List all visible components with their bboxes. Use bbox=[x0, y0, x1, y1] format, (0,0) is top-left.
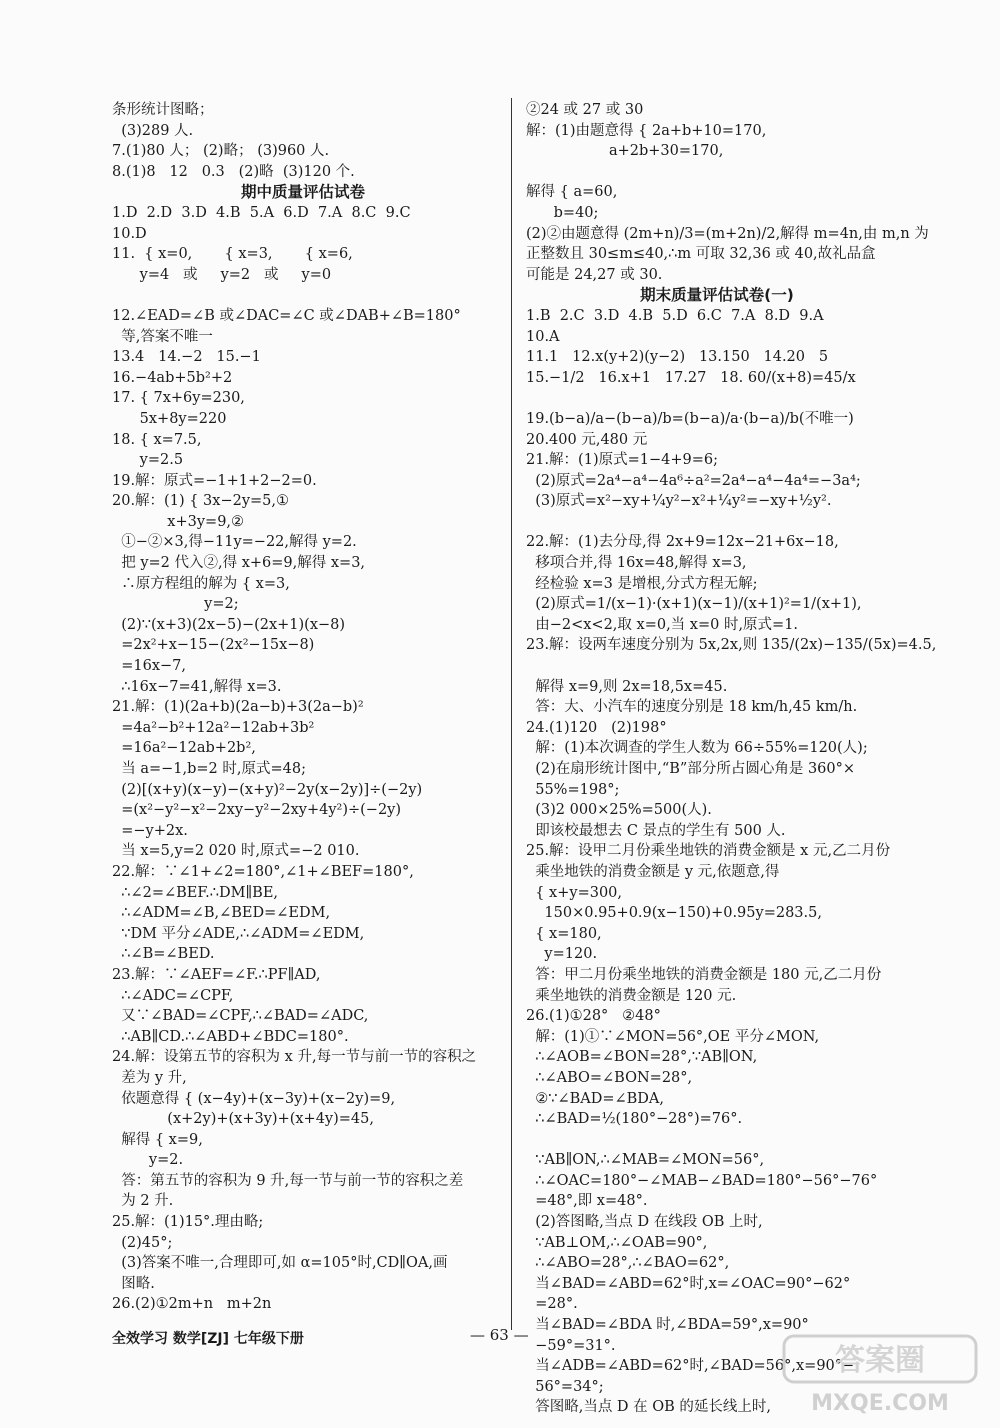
answer-line: (2)②由题意得 (2m+n)/3=(m+2n)/2,解得 m=4n,由 m,n 为 bbox=[526, 225, 929, 242]
answer-line: 解得 x=9,则 2x=18,5x=45. bbox=[526, 678, 728, 695]
answer-line: (3)2 000×25%=500(人). bbox=[526, 802, 712, 819]
answer-line: ②∵∠BAD=∠BDA, bbox=[526, 1090, 665, 1107]
answer-line bbox=[526, 388, 908, 409]
answer-line: 22.解：(1)去分母,得 2x+9=12x−21+6x−18, bbox=[526, 534, 839, 551]
answer-line: ∴∠AOB=∠BON=28°,∵AB∥ON, bbox=[526, 1049, 758, 1066]
answer-line: 21.解：(1)原式=1−4+9=6; bbox=[526, 452, 718, 469]
answer-line: ∴原方程组的解为 { x=3, bbox=[112, 575, 290, 592]
answer-line: ∵AB∥ON,∴∠MAB=∠MON=56°, bbox=[526, 1152, 765, 1169]
answer-line: (2)原式=2a⁴−a⁴−4a⁶÷a²=2a⁴−a⁴−4a⁴=−3a⁴; bbox=[526, 472, 861, 489]
answer-line: ∵AB⊥OM,∴∠OAB=90°, bbox=[526, 1234, 708, 1251]
answer-line: 乘坐地铁的消费金额是 y 元,依题意,得 bbox=[526, 863, 780, 880]
answer-line: 10.A bbox=[526, 328, 560, 345]
answer-line: ∴∠ADC=∠CPF, bbox=[112, 987, 234, 1004]
answer-line: 16.−4ab+5b²+2 bbox=[112, 369, 233, 386]
answer-line: −59°=31°. bbox=[526, 1337, 616, 1354]
answer-line: 21.解：(1)(2a+b)(2a−b)+3(2a−b)² bbox=[112, 699, 364, 716]
answer-line: 23.解：设两车速度分别为 5x,2x,则 135/(2x)−135/(5x)=4.5, bbox=[526, 637, 937, 654]
answer-line: { x+y=300, bbox=[526, 884, 623, 901]
answer-line: 解得 { a=60, bbox=[526, 184, 618, 201]
answer-line: 经检验 x=3 是增根,分式方程无解; bbox=[526, 575, 758, 592]
answer-line: 11.1 12.x(y+2)(y−2) 13.150 14.20 5 bbox=[526, 349, 829, 366]
watermark-bottom: MXQE.COM bbox=[811, 1391, 949, 1416]
answer-line: 答：甲二月份乘坐地铁的消费金额是 180 元,乙二月份 bbox=[526, 966, 882, 983]
answer-line: { x=180, bbox=[526, 925, 602, 942]
answer-line: 依题意得 { (x−4y)+(x−3y)+(x−2y)=9, bbox=[112, 1090, 396, 1107]
answer-line: 24.(1)120 (2)198° bbox=[526, 719, 667, 736]
answer-line: 解：(1)由题意得 { 2a+b+10=170, bbox=[526, 122, 767, 139]
answer-line: 解得 { x=9, bbox=[112, 1131, 203, 1148]
answer-line: 1.D 2.D 3.D 4.B 5.A 6.D 7.A 8.C 9.C bbox=[112, 204, 411, 221]
answer-line: 10.D bbox=[112, 225, 147, 242]
answer-line: ∴∠2=∠BEF.∴DM∥BE, bbox=[112, 884, 279, 901]
answer-line: 答：大、小汽车的速度分别是 18 km/h,45 km/h. bbox=[526, 699, 858, 716]
right-column bbox=[526, 100, 937, 1418]
answer-line: 56°=34°; bbox=[526, 1378, 604, 1395]
answer-line: =48°,即 x=48°. bbox=[526, 1193, 648, 1210]
answer-line: ②24 或 27 或 30 bbox=[526, 102, 644, 118]
answer-line: 当∠BAD=∠BDA 时,∠BDA=59°,x=90° bbox=[526, 1317, 809, 1334]
answer-line: (2)∵(x+3)(2x−5)−(2x+1)(x−8) bbox=[112, 616, 346, 633]
answer-line: 5x+8y=220 bbox=[112, 410, 227, 427]
answer-line: (2)答图略,当点 D 在线段 OB 上时, bbox=[526, 1214, 763, 1231]
answer-line: (3)答案不唯一,合理即可,如 α=105°时,CD∥OA,画 bbox=[112, 1255, 448, 1272]
section-heading: 期末质量评估试卷(一) bbox=[640, 286, 794, 305]
answer-line: y=4 或 y=2 或 y=0 bbox=[112, 266, 332, 283]
answer-line: (2)在扇形统计图中,“B”部分所占圆心角是 360°× bbox=[526, 761, 856, 777]
answer-line: (x+2y)+(x+3y)+(x+4y)=45, bbox=[112, 1111, 374, 1128]
answer-line: 移项合并,得 16x=48,解得 x=3, bbox=[526, 555, 747, 572]
answer-line: 条形统计图略； bbox=[112, 102, 214, 118]
section-heading: 期中质量评估试卷 bbox=[240, 183, 365, 202]
answer-line: 19.解：原式=−1+1+2−2=0. bbox=[112, 472, 317, 489]
answer-line: 由−2<x<2,取 x=0,当 x=0 时,原式=1. bbox=[526, 616, 799, 633]
answer-line: 19.(b−a)/a−(b−a)/b=(b−a)/a·(b−a)/b(不唯一) bbox=[526, 410, 854, 427]
answer-line: b=40; bbox=[526, 204, 599, 221]
answer-line bbox=[526, 512, 908, 533]
watermark-top: 答案圈 bbox=[835, 1343, 925, 1378]
answer-line: y=2.5 bbox=[112, 452, 184, 469]
answer-line: 18. { x=7.5, bbox=[112, 431, 202, 448]
answer-line: 差为 y 升, bbox=[112, 1069, 187, 1086]
answer-line: 1.B 2.C 3.D 4.B 5.D 6.C 7.A 8.D 9.A bbox=[526, 307, 824, 324]
answer-line: 22.解：∵∠1+∠2=180°,∠1+∠BEF=180°, bbox=[112, 863, 414, 880]
answer-line: 图略. bbox=[112, 1275, 155, 1292]
answer-line: 26.(2)①2m+n m+2n bbox=[112, 1296, 272, 1313]
answer-line: 解：(1)①∵∠MON=56°,OE 平分∠MON, bbox=[526, 1028, 820, 1045]
answer-line: =16x−7, bbox=[112, 658, 186, 675]
answer-line: 15.−1/2 16.x+1 17.27 18. 60/(x+8)=45/x bbox=[526, 369, 856, 386]
answer-line: ①−②×3,得−11y=−22,解得 y=2. bbox=[112, 534, 357, 551]
answer-line: 13.4 14.−2 15.−1 bbox=[112, 349, 261, 366]
answer-line: (2)45°; bbox=[112, 1234, 173, 1251]
answer-line: 24.解：设第五节的容积为 x 升,每一节与前一节的容积之 bbox=[112, 1049, 477, 1066]
column-divider bbox=[511, 98, 512, 1330]
answer-line: 12.∠EAD=∠B 或∠DAC=∠C 或∠DAB+∠B=180° bbox=[112, 307, 461, 324]
answer-line: 23.解：∵∠AEF=∠F.∴PF∥AD, bbox=[112, 966, 321, 983]
answer-line: 当 a=−1,b=2 时,原式=48; bbox=[112, 761, 306, 777]
answer-line: =(x²−y²−x²−2xy−y²−2xy+4y²)÷(−2y) bbox=[112, 802, 402, 819]
answer-line: 25.解：(1)15°.理由略; bbox=[112, 1214, 264, 1231]
answer-line: 正整数且 30≤m≤40,∴m 可取 32,36 或 40,故礼品盒 bbox=[526, 246, 876, 263]
answer-line: 25.解：设甲二月份乘坐地铁的消费金额是 x 元,乙二月份 bbox=[526, 843, 891, 860]
answer-line: 答：第五节的容积为 9 升,每一节与前一节的容积之差 bbox=[112, 1172, 464, 1189]
answer-line: (2)原式=1/(x−1)·(x+1)(x−1)/(x+1)²=1/(x+1), bbox=[526, 596, 862, 613]
answer-line: =−y+2x. bbox=[112, 822, 188, 839]
answer-line: 150×0.95+0.9(x−150)+0.95y=283.5, bbox=[526, 905, 822, 922]
answer-line: 为 2 升. bbox=[112, 1193, 174, 1210]
answer-line: 解：(1)本次调查的学生人数为 66÷55%=120(人); bbox=[526, 740, 868, 757]
answer-line: 等,答案不唯一 bbox=[112, 328, 213, 345]
answer-line: 答图略,当点 D 在 OB 的延长线上时, bbox=[526, 1399, 772, 1416]
answer-line: ∴∠BAD=½(180°−28°)=76°. bbox=[526, 1111, 743, 1128]
answer-line: 当∠ADB=∠ABD=62°时,∠BAD=56°,x=90°− bbox=[526, 1358, 855, 1375]
answer-line: 20.解：(1) { 3x−2y=5,① bbox=[112, 493, 289, 510]
answer-line: =28°. bbox=[526, 1296, 578, 1313]
answer-line bbox=[526, 162, 908, 183]
answer-line: 乘坐地铁的消费金额是 120 元. bbox=[526, 987, 737, 1004]
answer-line: ∴∠B=∠BED. bbox=[112, 946, 215, 963]
answer-line: 当∠BAD=∠ABD=62°时,x=∠OAC=90°−62° bbox=[526, 1275, 851, 1292]
answer-line: 55%=198°; bbox=[526, 781, 620, 798]
answer-line bbox=[526, 1130, 908, 1151]
answer-line: 又∵∠BAD=∠CPF,∴∠BAD=∠ADC, bbox=[112, 1008, 369, 1025]
answer-line: =2x²+x−15−(2x²−15x−8) bbox=[112, 637, 315, 654]
answer-line: 7.(1)80 人； (2)略； (3)960 人. bbox=[112, 143, 330, 160]
left-column bbox=[112, 100, 494, 1315]
answer-line: ∴∠OAC=180°−∠MAB−∠BAD=180°−56°−76° bbox=[526, 1172, 878, 1189]
answer-line: =16a²−12ab+2b², bbox=[112, 740, 256, 757]
answer-line: 把 y=2 代入②,得 x+6=9,解得 x=3, bbox=[112, 555, 366, 572]
answer-line: 17. { 7x+6y=230, bbox=[112, 390, 245, 407]
answer-line: ∴16x−7=41,解得 x=3. bbox=[112, 678, 282, 695]
answer-line: y=120. bbox=[526, 946, 598, 963]
answer-line: 8.(1)8 12 0.3 (2)略 (3)120 个. bbox=[112, 163, 355, 180]
answer-line bbox=[112, 285, 494, 306]
answer-line bbox=[526, 656, 908, 677]
answer-line: (3)原式=x²−xy+¼y²−x²+¼y²=−xy+½y². bbox=[526, 493, 832, 510]
answer-line: y=2; bbox=[112, 596, 239, 613]
answer-line: 当 x=5,y=2 020 时,原式=−2 010. bbox=[112, 843, 360, 860]
answer-line: a+2b+30=170, bbox=[526, 143, 724, 160]
answer-line: 11. { x=0, { x=3, { x=6, bbox=[112, 246, 353, 263]
answer-line: =4a²−b²+12a²−12ab+3b² bbox=[112, 719, 315, 736]
answer-line: ∴∠ABO=∠BON=28°, bbox=[526, 1069, 693, 1086]
answer-line: y=2. bbox=[112, 1152, 184, 1169]
answer-line: 20.400 元,480 元 bbox=[526, 431, 648, 448]
answer-line: ∴AB∥CD.∴∠ABD+∠BDC=180°. bbox=[112, 1028, 349, 1045]
answer-line: ∴∠ABO=28°,∴∠BAO=62°, bbox=[526, 1255, 730, 1272]
answer-line: (3)289 人. bbox=[112, 122, 194, 139]
answer-line: ∵DM 平分∠ADE,∴∠ADM=∠EDM, bbox=[112, 925, 365, 942]
book-title: 全效学习 数学[ZJ] 七年级下册 bbox=[112, 1331, 304, 1347]
page-number: — 63 — bbox=[470, 1326, 529, 1344]
answer-line: (2)[(x+y)(x−y)−(x+y)²−2y(x−2y)]÷(−2y) bbox=[112, 781, 423, 798]
answer-line: 可能是 24,27 或 30. bbox=[526, 266, 663, 283]
answer-line: 26.(1)①28° ②48° bbox=[526, 1008, 661, 1025]
answer-line: 即该校最想去 C 景点的学生有 500 人. bbox=[526, 822, 786, 839]
answer-line: x+3y=9,② bbox=[112, 513, 245, 530]
answer-line: ∴∠ADM=∠B,∠BED=∠EDM, bbox=[112, 905, 331, 922]
watermark-logo bbox=[780, 1332, 980, 1418]
